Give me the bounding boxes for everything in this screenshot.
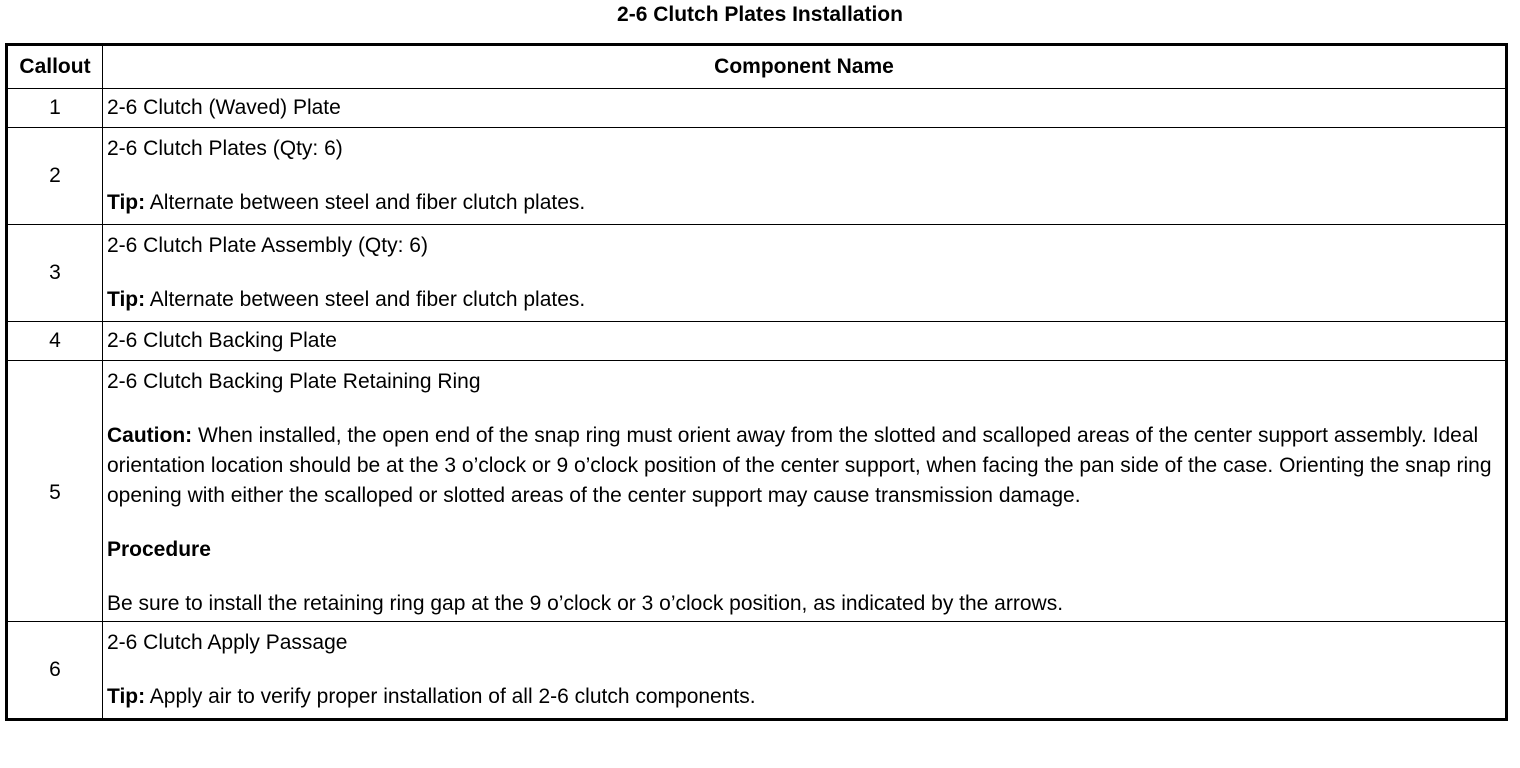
callout-number: 6 (7, 622, 103, 720)
component-name: 2-6 Clutch Plate Assembly (Qty: 6) (107, 234, 428, 257)
component-cell (103, 361, 1507, 622)
table-row (7, 361, 1507, 622)
callout-number: 5 (7, 361, 103, 622)
callout-number: 1 (7, 89, 103, 128)
tip-note (107, 682, 1501, 712)
tip-label: Tip: (107, 288, 146, 311)
tip-label: Tip: (107, 685, 146, 708)
components-table (5, 43, 1508, 721)
component-cell (103, 622, 1507, 720)
tip-label: Tip: (107, 191, 146, 214)
procedure-heading: Procedure (107, 538, 211, 561)
callout-number: 3 (7, 225, 103, 322)
table-row (7, 128, 1507, 225)
tip-text: Alternate between steel and fiber clutch plates. (145, 288, 586, 311)
caution-note (107, 421, 1501, 511)
tip-text: Alternate between steel and fiber clutch plates. (145, 191, 586, 214)
callout-column-header: Callout (7, 45, 103, 89)
component-cell (103, 225, 1507, 322)
callout-number: 2 (7, 128, 103, 225)
table-row (7, 622, 1507, 720)
component-name: 2-6 Clutch Backing Plate Retaining Ring (107, 370, 481, 393)
tip-text: Apply air to verify proper installation of all 2-6 clutch components. (145, 685, 756, 708)
component-name: 2-6 Clutch Apply Passage (107, 631, 348, 654)
component-cell (103, 128, 1507, 225)
table-header-row (7, 45, 1507, 89)
tip-note (107, 188, 1501, 218)
table-row (7, 322, 1507, 361)
caution-label: Caution: (107, 424, 193, 447)
caution-text: When installed, the open end of the snap ring must orient away from the slotted and scalloped areas of the center support assembly. Ideal orientation location should be at the 3 o’clock or 9 o’clock position of the center support, when facing the pan side of the case. Orienting the snap ring opening with either the scalloped or slotted areas of the center support may cause transmission damage. (107, 424, 1492, 507)
callout-number: 4 (7, 322, 103, 361)
component-name-column-header: Component Name (103, 45, 1507, 89)
tip-note (107, 285, 1501, 315)
document-title: 2-6 Clutch Plates Installation (617, 3, 903, 26)
table-row (7, 89, 1507, 128)
component-name: 2-6 Clutch (Waved) Plate (103, 89, 1507, 128)
procedure-text: Be sure to install the retaining ring gap at the 9 o’clock or 3 o’clock position, as indicated by the arrows. (107, 592, 1064, 615)
table-row (7, 225, 1507, 322)
component-name: 2-6 Clutch Backing Plate (103, 322, 1507, 361)
component-name: 2-6 Clutch Plates (Qty: 6) (107, 137, 343, 160)
